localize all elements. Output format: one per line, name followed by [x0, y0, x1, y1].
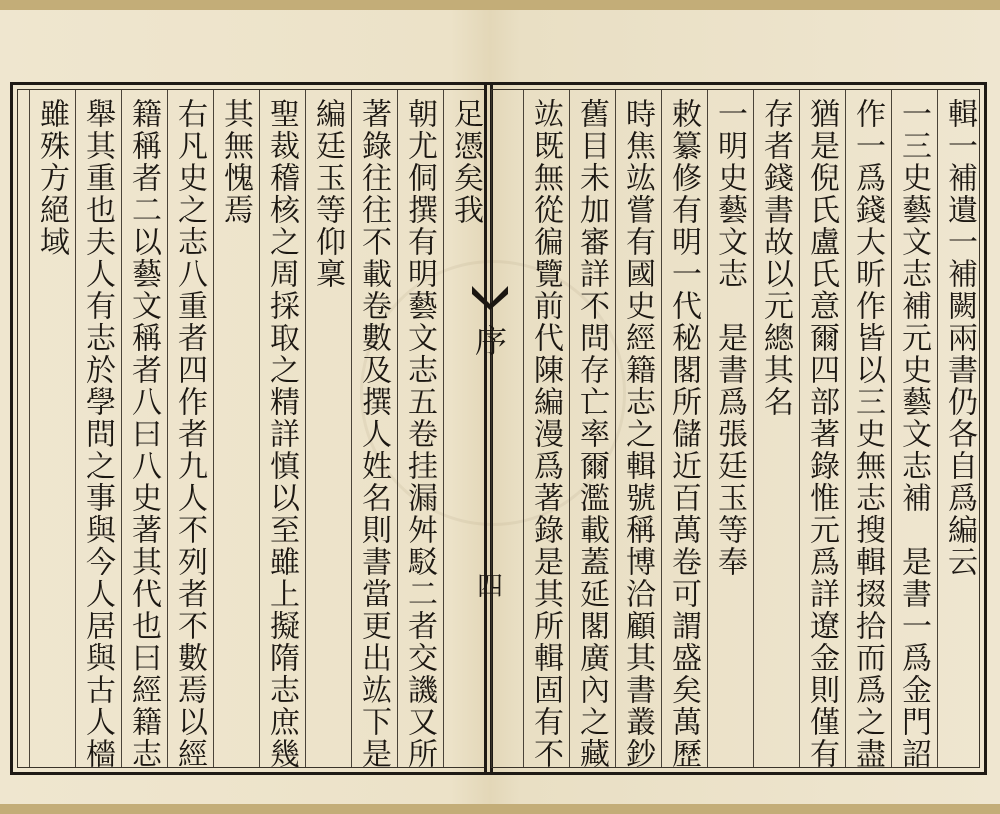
column-text: 足憑矣我 — [448, 98, 483, 226]
column-text: 一明史藝文志 是書爲張廷玉等奉 — [712, 98, 747, 578]
text-column — [351, 90, 393, 770]
text-column — [569, 90, 611, 770]
text-column — [305, 90, 347, 767]
column-text: 時焦竑嘗有國史經籍志之輯號稱博洽顧其書叢鈔 — [620, 98, 655, 770]
column-text: 編廷玉等仰稟 — [310, 98, 345, 290]
column-text: 舊目未加審詳不問存亡率爾濫載蓋延閣廣內之藏 — [574, 98, 609, 770]
fold-page-number: 四 — [476, 572, 503, 602]
fishtail-mark-icon — [472, 286, 508, 310]
text-column — [75, 90, 117, 770]
bottom-border — [0, 804, 1000, 814]
text-column — [937, 90, 979, 767]
text-column — [259, 90, 301, 770]
text-column — [799, 90, 841, 770]
top-border — [0, 0, 1000, 10]
column-text: 雖殊方絕域 — [34, 98, 69, 258]
column-text: 猶是倪氏盧氏意爾四部著錄惟元爲詳遼金則僅有 — [804, 98, 839, 770]
column-text: 竑既無從徧覽前代陳編漫爲著錄是其所輯固有不 — [528, 98, 563, 770]
text-column — [213, 90, 255, 767]
column-text: 一三史藝文志補元史藝文志補 是書一爲金門詔 — [896, 98, 931, 770]
column-text: 輯一補遺一補闕兩書仍各自爲編云 — [942, 98, 977, 578]
text-column — [891, 90, 933, 770]
text-column — [29, 90, 71, 767]
left-page — [10, 82, 493, 775]
right-page-frame — [491, 89, 980, 768]
text-column — [397, 90, 439, 770]
fold-title: 序 — [470, 324, 508, 356]
column-text: 籍稱者二以藝文稱者八曰八史著其代也曰經籍志 — [126, 98, 161, 770]
column-text: 聖裁稽核之周採取之精詳慎以至雖上擬隋志庶幾 — [264, 98, 299, 770]
column-text: 舉其重也夫人有志於學問之事與今人居與古人檣 — [80, 98, 115, 770]
left-page-frame — [17, 89, 486, 768]
text-column — [661, 90, 703, 770]
text-column — [845, 90, 887, 770]
text-column — [753, 90, 795, 767]
right-page — [484, 82, 987, 775]
text-column — [121, 90, 163, 770]
column-text: 右凡史之志八重者四作者九人不列者不數焉以經 — [172, 98, 207, 770]
column-text: 作一爲錢大昕作皆以三史無志搜輯掇拾而爲之盡 — [850, 98, 885, 770]
column-text: 其無愧焉 — [218, 98, 253, 226]
text-column — [707, 90, 749, 767]
text-column — [615, 90, 657, 770]
column-text: 著錄往往不載卷數及撰人姓名則書當更出竑下是 — [356, 98, 391, 770]
column-text: 存者錢書故以元總其名 — [758, 98, 793, 418]
column-text: 朝尤侗撰有明藝文志五卷挂漏舛駁二者交譏又所 — [402, 98, 437, 770]
text-column — [167, 90, 209, 770]
column-text: 敕纂修有明一代秘閣所儲近百萬卷可謂盛矣萬歷 — [666, 98, 701, 770]
center-fold — [460, 90, 520, 780]
text-column — [523, 90, 565, 770]
